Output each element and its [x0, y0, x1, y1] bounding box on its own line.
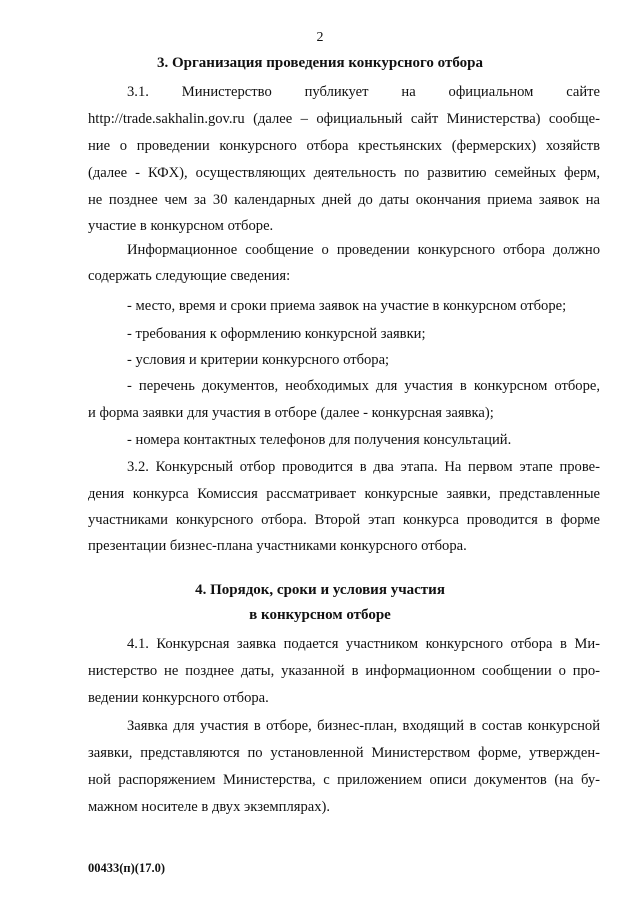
paragraph-line: заявки, представляются по установленной Министерством форме, утвержден- — [88, 745, 600, 761]
document-code: 00433(п)(17.0) — [88, 861, 165, 875]
section-3-heading: 3. Организация проведения конкурсного отбора — [156, 55, 483, 71]
paragraph-line: Информационное сообщение о проведении конкурсного отбора должно — [127, 242, 600, 258]
section-4-heading: 4. Порядок, сроки и условия участия — [195, 582, 445, 598]
paragraph-line: содержать следующие сведения: — [88, 268, 291, 284]
paragraph-line: не позднее чем за 30 календарных дней до даты окончания приема заявок на — [88, 192, 600, 208]
paragraph-line: ние о проведении конкурсного отбора крестьянских (фермерских) хозяйств — [88, 138, 600, 154]
paragraph-line: мажном носителе в двух экземплярах). — [88, 799, 331, 815]
paragraph-line: (далее - КФХ), осуществляющих деятельность по развитию семейных ферм, — [88, 165, 600, 181]
paragraph-line: 3.2. Конкурсный отбор проводится в два этапа. На первом этапе прове- — [127, 459, 600, 475]
paragraph-line: дения конкурса Комиссия рассматривает конкурсные заявки, представленные — [88, 486, 600, 502]
list-item: - условия и критерии конкурсного отбора; — [127, 352, 390, 368]
list-item-continuation: и форма заявки для участия в отборе (далее - конкурсная заявка); — [88, 405, 494, 421]
paragraph-line: ведении конкурсного отбора. — [88, 690, 269, 706]
list-item: - перечень документов, необходимых для участия в конкурсном отборе, — [127, 378, 600, 394]
paragraph-line: http://trade.sakhalin.gov.ru (далее – официальный сайт Министерства) сообще- — [88, 111, 600, 127]
list-item: - место, время и сроки приема заявок на участие в конкурсном отборе; — [127, 298, 567, 314]
paragraph-line: участие в конкурсном отборе. — [88, 218, 274, 234]
paragraph-line: Заявка для участия в отборе, бизнес-план, входящий в состав конкурсной — [127, 718, 600, 734]
paragraph-line: 3.1. Министерство публикует на официальном сайте — [127, 84, 600, 100]
list-item: - требования к оформлению конкурсной заявки; — [127, 326, 426, 342]
paragraph-line: нистерство не позднее даты, указанной в информационном сообщении о про- — [88, 663, 600, 679]
paragraph-line: презентации бизнес-плана участниками конкурсного отбора. — [88, 538, 467, 554]
list-item: - номера контактных телефонов для получения консультаций. — [127, 432, 512, 448]
paragraph-line: 4.1. Конкурсная заявка подается участником конкурсного отбора в Ми- — [127, 636, 600, 652]
paragraph-line: участниками конкурсного отбора. Второй этап конкурса проводится в форме — [88, 512, 600, 528]
section-4-heading-line2: в конкурсном отборе — [249, 607, 391, 623]
page-number: 2 — [316, 30, 324, 45]
paragraph-line: ной распоряжением Министерства, с приложением описи документов (на бу- — [88, 772, 600, 788]
